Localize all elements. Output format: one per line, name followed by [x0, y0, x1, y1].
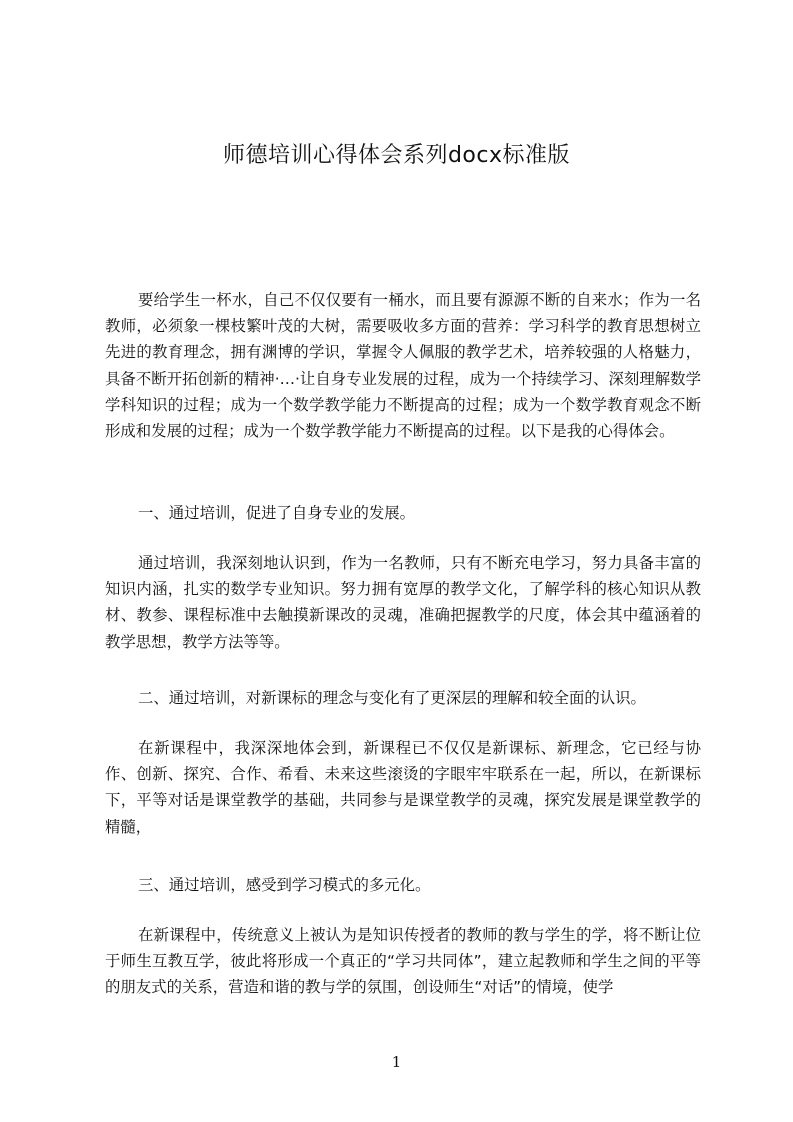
intro-paragraph: 要给学生一杯水，自己不仅仅要有一桶水，而且要有源源不断的自来水；作为一名教师，必须象一棵枝繁叶茂的大树，需要吸收多方面的营养：学习科学的教育思想树立先进的教育理念，拥有渊博的学识，掌握令人佩服的教学艺术，培养较强的人格魅力，具备不断开拓创新的精神·…·让自身专业发展的过程，成为一个持续学习、深刻理解数学学科知识的过程；成为一个数学教学能力不断提高的过程；成为一个数学教育观念不断形成和发展的过程；成为一个数学教学能力不断提高的过程。以下是我的心得体会。	[105, 291, 701, 441]
section-paragraph-2: 在新课程中，我深深地体会到，新课程已不仅仅是新课标、新理念，它已经与协作、创新、探究、合作、希看、未来这些滚烫的字眼牢牢联系在一起，所以，在新课标下，平等对话是课堂教学的基础，共同参与是课堂教学的灵魂，探究发展是课堂教学的精髓，	[105, 739, 701, 836]
page-number: 1	[391, 1053, 402, 1071]
section-heading-3: 三、通过培训，感受到学习模式的多元化。	[138, 876, 431, 894]
section-paragraph-1: 通过培训，我深刻地认识到，作为一名教师，只有不断充电学习，努力具备丰富的知识内涵，扎实的数学专业知识。努力拥有宽厚的教学文化，了解学科的核心知识从教材、教参、课程标准中去触摸新课改的灵魂，准确把握教学的尺度，体会其中蕴涵着的教学思想，教学方法等等。	[105, 554, 701, 651]
section-heading-1: 一、通过培训，促进了自身专业的发展。	[138, 504, 416, 522]
document-title: 师德培训心得体会系列docx标准版	[222, 143, 571, 168]
section-paragraph-3: 在新课程中，传统意义上被认为是知识传授者的教师的教与学生的学，将不断让位于师生互教互学，彼此将形成一个真正的“学习共同体”，建立起教师和学生之间的平等的朋友式的关系，营造和谐的教与学的氛围，创设师生“对话”的情境，使学	[105, 926, 701, 997]
section-heading-2: 二、通过培训，对新课标的理念与变化有了更深层的理解和较全面的认识。	[138, 689, 646, 707]
